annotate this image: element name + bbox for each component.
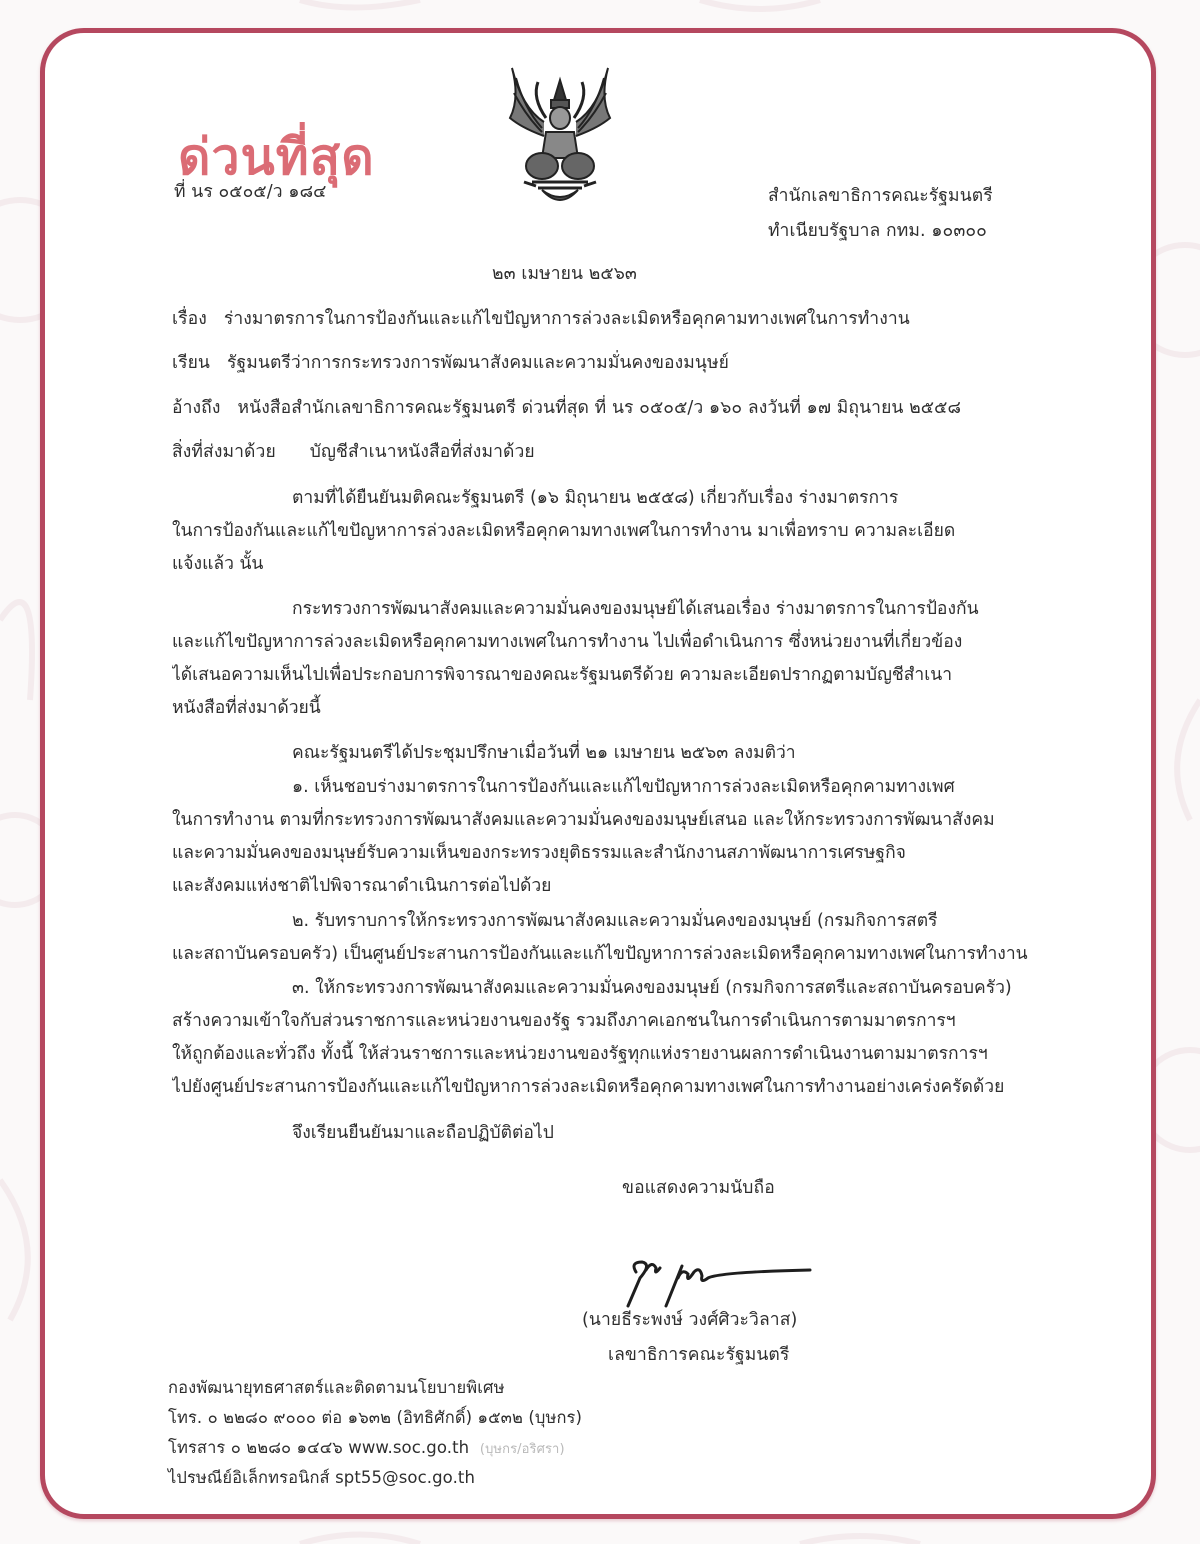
sender-office: สำนักเลขาธิการคณะรัฐมนตรี <box>768 186 993 206</box>
subject-row <box>172 311 910 329</box>
reference-label: อ้างถึง <box>172 398 221 418</box>
paragraph-line: และสังคมแห่งชาติไปพิจารณาดำเนินการต่อไปด้วย <box>172 876 552 896</box>
paragraph-line: และความมั่นคงของมนุษย์รับความเห็นของกระทรวงยุติธรรมและสำนักงานสภาพัฒนาการเศรษฐกิจ <box>172 843 906 863</box>
paragraph-line: ๓. ให้กระทรวงการพัฒนาสังคมและความมั่นคงของมนุษย์ (กรมกิจการสตรีและสถาบันครอบครัว) <box>292 978 1012 998</box>
body-paragraph-2 <box>172 593 1032 725</box>
paragraph-line: ในการป้องกันและแก้ไขปัญหาการล่วงละเมิดหรือคุกคามทางเพศในการทำงาน มาเพื่อทราบ ความละเอียด <box>172 521 956 541</box>
paragraph-line: ไปยังศูนย์ประสานการป้องกันและแก้ไขปัญหาการล่วงละเมิดหรือคุกคามทางเพศในการทำงานอย่างเคร่งครัดด้วย <box>172 1077 1005 1097</box>
footer-department: กองพัฒนายุทธศาสตร์และติดตามนโยบายพิเศษ <box>168 1378 505 1397</box>
paragraph-line: และแก้ไขปัญหาการล่วงละเมิดหรือคุกคามทางเพศในการทำงาน ไปเพื่อดำเนินการ ซึ่งหน่วยงานที่เกี่ยวข้อง <box>172 632 963 652</box>
paragraph-line: ตามที่ได้ยืนยันมติคณะรัฐมนตรี (๑๖ มิถุนายน ๒๕๕๘) เกี่ยวกับเรื่อง ร่างมาตรการ <box>292 488 899 508</box>
closing-salutation: ขอแสดงความนับถือ <box>622 1178 775 1198</box>
paragraph-line: ได้เสนอความเห็นไปเพื่อประกอบการพิจารณาของคณะรัฐมนตรีด้วย ความละเอียดปรากฏตามบัญชีสำเนา <box>172 665 953 685</box>
document-number: ที่ นร ๐๕๐๕/ว ๑๘๔ <box>174 182 327 202</box>
signer-name: (นายธีระพงษ์ วงศ์ศิวะวิลาส) <box>582 1310 798 1330</box>
signature-image <box>620 1248 830 1318</box>
resolution-item-3 <box>172 972 1032 1104</box>
footer-fax: โทรสาร ๐ ๒๒๘๐ ๑๔๔๖ www.soc.go.th <box>168 1438 470 1457</box>
recipient-text: รัฐมนตรีว่าการกระทรวงการพัฒนาสังคมและความมั่นคงของมนุษย์ <box>227 353 729 373</box>
closing-statement <box>172 1117 1032 1150</box>
resolution-item-1 <box>172 771 1032 903</box>
footer-email: ไปรษณีย์อิเล็กทรอนิกส์ spt55@soc.go.th <box>168 1468 476 1487</box>
recipient-label: เรียน <box>172 353 210 373</box>
footer-fax-note: (บุษกร/อริศรา) <box>479 1442 565 1457</box>
resolution-item-2 <box>172 905 1032 971</box>
footer-fax-row <box>168 1440 565 1457</box>
enclosure-label: สิ่งที่ส่งมาด้วย <box>172 442 276 462</box>
paragraph-line: ๒. รับทราบการให้กระทรวงการพัฒนาสังคมและความมั่นคงของมนุษย์ (กรมกิจการสตรี <box>292 911 938 931</box>
paragraph-line: แจ้งแล้ว นั้น <box>172 554 264 574</box>
subject-label: เรื่อง <box>172 309 207 329</box>
paragraph-line: สร้างความเข้าใจกับส่วนราชการและหน่วยงานของรัฐ รวมถึงภาคเอกชนในการดำเนินการตามมาตรการฯ <box>172 1011 956 1031</box>
reference-row <box>172 400 961 418</box>
body-paragraph-1 <box>172 482 1032 581</box>
paragraph-line: ให้ถูกต้องและทั่วถึง ทั้งนี้ ให้ส่วนราชการและหน่วยงานของรัฐทุกแห่งรายงานผลการดำเนินงานตามมาตรการฯ <box>172 1044 988 1064</box>
paragraph-line: และสถาบันครอบครัว) เป็นศูนย์ประสานการป้องกันและแก้ไขปัญหาการล่วงละเมิดหรือคุกคามทางเพศในการทำงาน <box>172 944 1028 964</box>
paragraph-line: ในการทำงาน ตามที่กระทรวงการพัฒนาสังคมและความมั่นคงของมนุษย์เสนอ และให้กระทรวงการพัฒนาสังคม <box>172 810 995 830</box>
paragraph-line: กระทรวงการพัฒนาสังคมและความมั่นคงของมนุษย์ได้เสนอเรื่อง ร่างมาตรการในการป้องกัน <box>292 599 979 619</box>
paragraph-line: ๑. เห็นชอบร่างมาตรการในการป้องกันและแก้ไขปัญหาการล่วงละเมิดหรือคุกคามทางเพศ <box>292 777 955 797</box>
paragraph-line: หนังสือที่ส่งมาด้วยนี้ <box>172 698 321 718</box>
signer-title: เลขาธิการคณะรัฐมนตรี <box>608 1345 790 1365</box>
recipient-row <box>172 355 729 373</box>
enclosure-text: บัญชีสำเนาหนังสือที่ส่งมาด้วย <box>309 442 535 462</box>
paragraph-line: จึงเรียนยืนยันมาและถือปฏิบัติต่อไป <box>292 1123 554 1143</box>
garuda-emblem-icon <box>502 58 618 208</box>
document-date: ๒๓ เมษายน ๒๕๖๓ <box>492 264 637 284</box>
resolution-intro <box>172 737 1032 770</box>
footer-phone: โทร. ๐ ๒๒๘๐ ๙๐๐๐ ต่อ ๑๖๓๒ (อิทธิศักดิ์) ๑๕๓๒ (บุษกร) <box>168 1408 583 1427</box>
subject-text: ร่างมาตรการในการป้องกันและแก้ไขปัญหาการล่วงละเมิดหรือคุกคามทางเพศในการทำงาน <box>223 309 910 329</box>
reference-text: หนังสือสำนักเลขาธิการคณะรัฐมนตรี ด่วนที่สุด ที่ นร ๐๕๐๕/ว ๑๖๐ ลงวันที่ ๑๗ มิถุนายน ๒๕๕๘ <box>237 398 962 418</box>
paragraph-line: คณะรัฐมนตรีได้ประชุมปรึกษาเมื่อวันที่ ๒๑ เมษายน ๒๕๖๓ ลงมติว่า <box>292 743 796 763</box>
enclosure-row <box>172 444 535 462</box>
sender-address: ทำเนียบรัฐบาล กทม. ๑๐๓๐๐ <box>768 221 987 241</box>
urgent-stamp: ด่วนที่สุด <box>178 127 375 186</box>
